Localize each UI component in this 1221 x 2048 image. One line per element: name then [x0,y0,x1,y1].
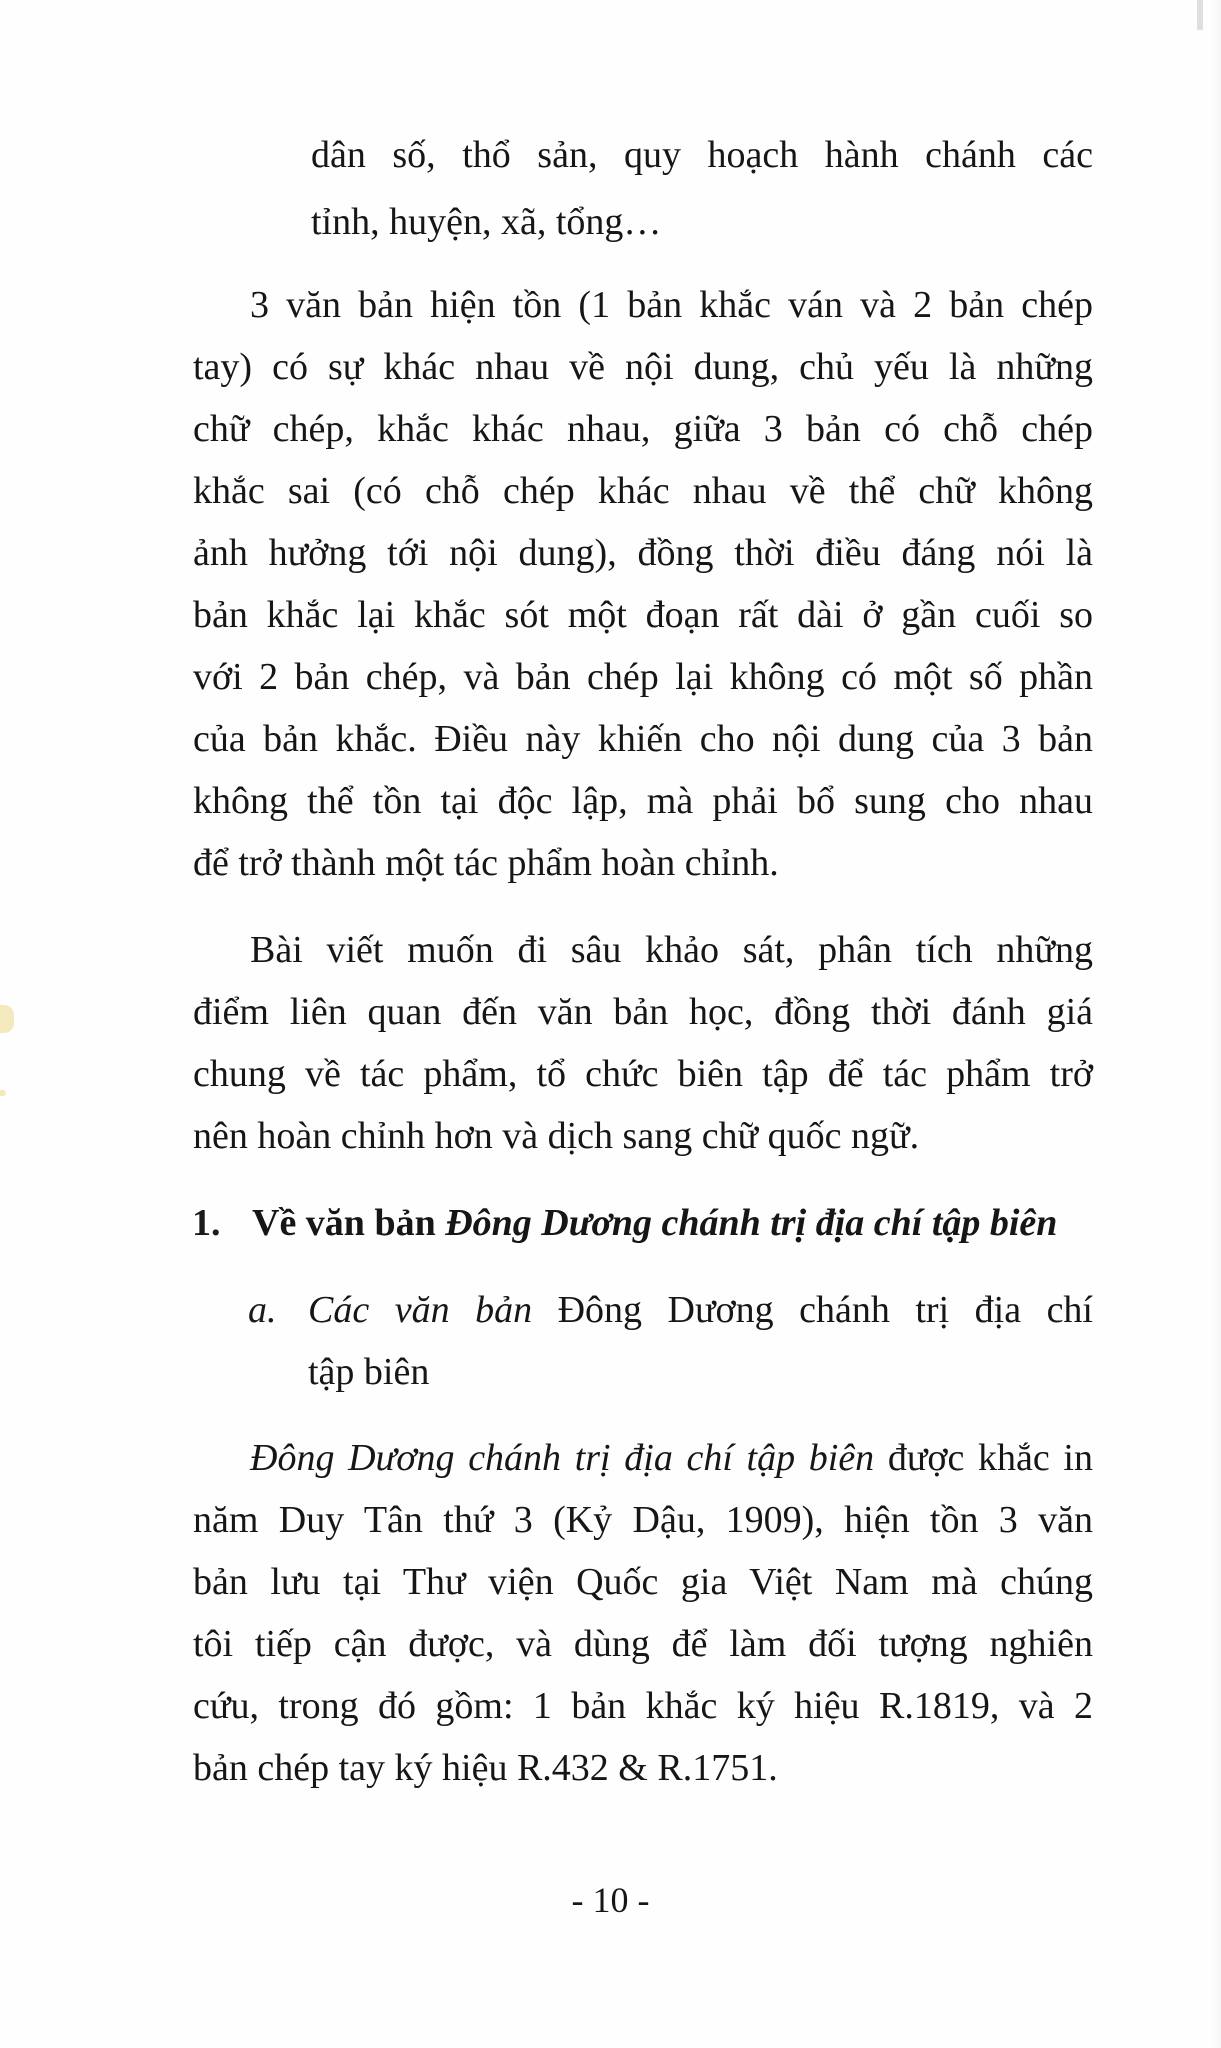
paper-stain [0,1005,14,1033]
text-line: tỉnh, huyện, xã, tổng… [311,201,662,243]
heading-number: 1. [192,1202,221,1244]
paragraph-1-line: chữ chép, khắc khác nhau, giữa 3 bản có chỗ chép [193,408,1093,450]
paragraph-1-line: bản khắc lại khắc sót một đoạn rất dài ở gần cuối so [193,594,1093,636]
paragraph-1-line: với 2 bản chép, và bản chép lại không có một số phần [193,656,1093,698]
work-title-italic: Đông Dương chánh trị địa chí tập biên [250,1437,875,1479]
subheading-text: Đông Dương chánh trị địa chí [532,1289,1093,1331]
paragraph-1-line: tay) có sự khác nhau về nội dung, chủ yếu là những [193,346,1093,388]
heading-text: Về văn bản [252,1202,446,1244]
text-line: dân số, thổ sản, quy hoạch hành chánh các [311,134,1093,176]
section-heading [252,1198,1092,1248]
paragraph-3-line: bản chép tay ký hiệu R.432 & R.1751. [193,1747,778,1789]
paragraph-3-line: năm Duy Tân thứ 3 (Kỷ Dậu, 1909), hiện tồn 3 văn [193,1499,1093,1541]
paragraph-3-text: được khắc in [874,1437,1093,1479]
subheading-italic: Các văn bản [308,1289,533,1331]
subheading-line-2: tập biên [308,1351,430,1393]
paragraph-2-line: nên hoàn chỉnh hơn và dịch sang chữ quốc ngữ. [193,1115,920,1157]
subheading [308,1285,1093,1335]
paragraph-3-line: bản lưu tại Thư viện Quốc gia Việt Nam mà chúng [193,1561,1093,1603]
paragraph-2-line: chung về tác phẩm, tổ chức biên tập để tác phẩm trở [193,1053,1093,1095]
paragraph-2-line: điểm liên quan đến văn bản học, đồng thời đánh giá [193,991,1093,1033]
page-edge-mark [1197,0,1203,30]
paragraph-1-line: của bản khắc. Điều này khiến cho nội dung của 3 bản [193,718,1093,760]
paragraph-1-line: 3 văn bản hiện tồn (1 bản khắc ván và 2 bản chép [250,284,1093,326]
paragraph-1-line: khắc sai (có chỗ chép khác nhau về thể chữ không [193,470,1093,512]
heading-title-italic: Đông Dương chánh trị địa chí tập biên [445,1202,1058,1244]
paragraph-1-line: không thể tồn tại độc lập, mà phải bổ sung cho nhau [193,780,1093,822]
paragraph-3-line [250,1433,1093,1483]
paragraph-3-line: tôi tiếp cận được, và dùng để làm đối tượng nghiên [193,1623,1093,1665]
page-edge-shadow [1209,0,1221,2048]
paper-stain [0,1090,6,1096]
paragraph-1-line: ảnh hưởng tới nội dung), đồng thời điều đáng nói là [193,532,1093,574]
paragraph-3-line: cứu, trong đó gồm: 1 bản khắc ký hiệu R.1819, và 2 [193,1685,1093,1727]
subheading-letter: a. [248,1289,277,1331]
page-number: - 10 - [571,1880,650,1920]
paragraph-2-line: Bài viết muốn đi sâu khảo sát, phân tích những [250,929,1093,971]
paragraph-1-line: để trở thành một tác phẩm hoàn chỉnh. [193,842,779,884]
